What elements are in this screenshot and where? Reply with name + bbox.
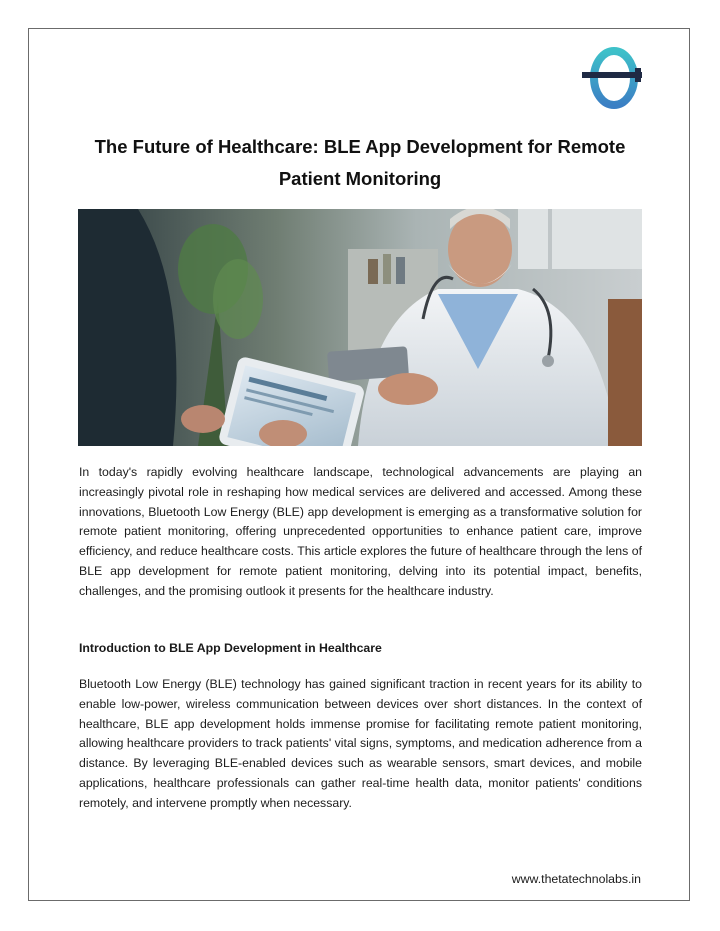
footer-website-link[interactable]: www.thetatechnolabs.in [511, 872, 641, 886]
page-title: The Future of Healthcare: BLE App Development for Remote Patient Monitoring [94, 136, 626, 189]
intro-paragraph: In today's rapidly evolving healthcare landscape, technological advancements are playing an increasingly pivotal role in reshaping how medical services are delivered and accessed. Among these innovations, Bluetooth Low Energy (BLE) app development is emerging as a transformative solution for remote patient monitoring, offering unprecedented opportunities to enhance patient care, improve efficiency, and reduce healthcare costs. This article explores the future of healthcare through the lens of BLE app development for remote patient monitoring, delving into its potential impact, benefits, challenges, and the promising outlook it presents for the healthcare industry. [79, 465, 642, 598]
section-paragraph: Bluetooth Low Energy (BLE) technology has gained significant traction in recent years for its ability to enable low-power, wireless communication between devices over short distances. In the context of healthcare, BLE app development holds immense promise for facilitating remote patient monitoring, allowing healthcare providers to track patients' vital signs, symptoms, and medication adherence from a distance. By leveraging BLE-enabled devices such as wearable sensors, smart devices, and mobile applications, healthcare professionals can gather real-time health data, monitor patients' conditions remotely, and intervene promptly when necessary. [79, 677, 642, 810]
section-heading: Introduction to BLE App Development in Healthcare [79, 641, 382, 655]
doctor-with-tablet-photo [78, 209, 642, 446]
theta-logo-icon [580, 42, 644, 114]
